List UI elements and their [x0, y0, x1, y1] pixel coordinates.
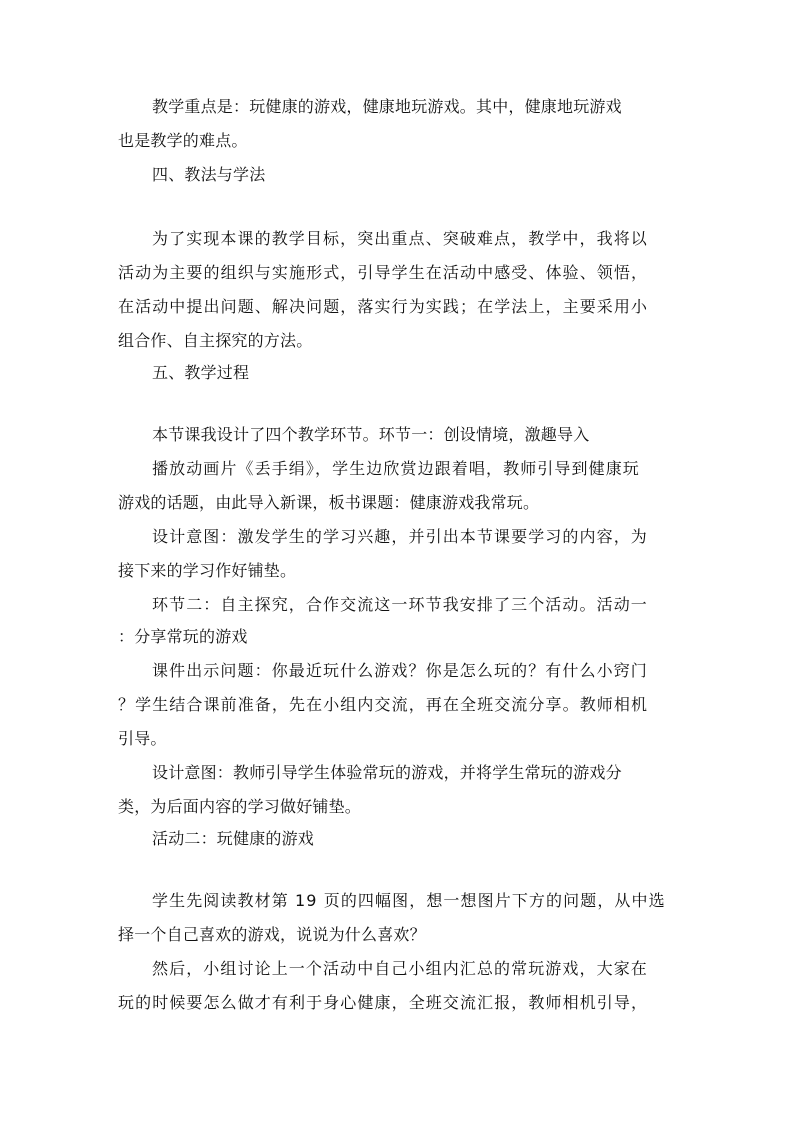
paragraph-line: 环节二：自主探究，合作交流这一环节我安排了三个活动。活动一 [152, 595, 648, 614]
paragraph-line: 活动为主要的组织与实施形式，引导学生在活动中感受、体验、领悟， [118, 263, 649, 282]
paragraph-line: 教学重点是：玩健康的游戏，健康地玩游戏。其中，健康地玩游戏 [152, 97, 622, 116]
section-heading: 四、教法与学法 [152, 165, 266, 184]
paragraph-line: 也是教学的难点。 [118, 131, 248, 150]
paragraph-line: 引导。 [118, 729, 167, 748]
paragraph-line: 设计意图：教师引导学生体验常玩的游戏，并将学生常玩的游戏分 [152, 763, 622, 782]
paragraph-line: 本节课我设计了四个教学环节。环节一：创设情境，激趣导入 [152, 425, 590, 444]
paragraph-line: 然后，小组讨论上一个活动中自己小组内汇总的常玩游戏，大家在 [152, 959, 648, 978]
paragraph-line: 游戏的话题，由此导入新课，板书课题：健康游戏我常玩。 [118, 493, 540, 512]
paragraph-line: 接下来的学习作好铺垫。 [118, 561, 297, 580]
paragraph-line: 组合作、自主探究的方法。 [118, 331, 313, 350]
paragraph-line: 学生先阅读教材第 19 页的四幅图，想一想图片下方的问题，从中选 [152, 891, 666, 910]
paragraph-line: 在活动中提出问题、解决问题，落实行为实践；在学法上，主要采用小 [118, 297, 649, 316]
paragraph-line: 课件出示问题：你最近玩什么游戏？你是怎么玩的？有什么小窍门 [152, 661, 648, 680]
paragraph-line: 玩的时候要怎么做才有利于身心健康，全班交流汇报，教师相机引导， [118, 993, 649, 1012]
paragraph-line: 类，为后面内容的学习做好铺垫。 [118, 797, 362, 816]
paragraph-line: ：分享常玩的游戏 [118, 627, 248, 646]
paragraph-line: 择一个自己喜欢的游戏，说说为什么喜欢？ [118, 925, 426, 944]
paragraph-line: 播放动画片《丢手绢》，学生边欣赏边跟着唱，教师引导到健康玩 [152, 459, 640, 478]
paragraph-line: 为了实现本课的教学目标，突出重点、突破难点，教学中，我将以 [152, 229, 648, 248]
paragraph-line: 设计意图：激发学生的学习兴趣，并引出本节课要学习的内容，为 [152, 527, 648, 546]
subsection-heading: 活动二：玩健康的游戏 [152, 829, 315, 848]
paragraph-line: ？学生结合课前准备，先在小组内交流，再在全班交流分享。教师相机 [118, 695, 649, 714]
section-heading: 五、教学过程 [152, 363, 250, 382]
